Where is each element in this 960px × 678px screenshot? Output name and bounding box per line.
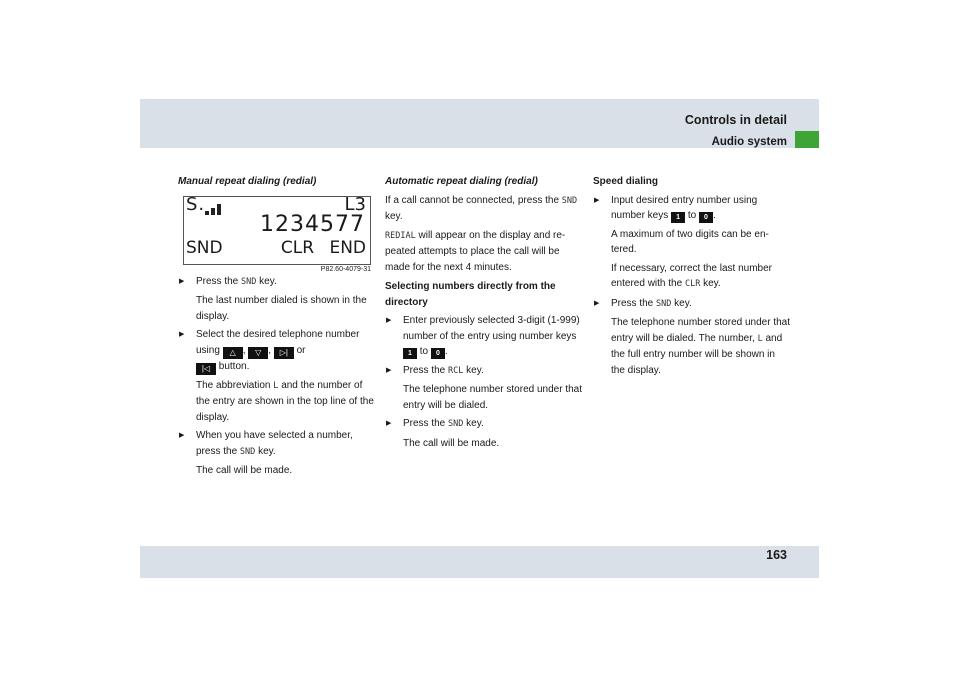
- paragraph: REDIAL will appear on the display and re-peated attempts to place the call will be made for the next 4 minutes.: [385, 229, 566, 273]
- down-arrow-button-icon: ▽: [248, 347, 268, 359]
- step-detail: The telephone number stored under that entry will be dialed. The number, L and the full entry number will be shown in the display.: [611, 317, 791, 376]
- step-detail: The last number dialed is shown in the display.: [196, 295, 367, 322]
- step-press-snd: ▶ Press the SND key.: [385, 416, 583, 433]
- step-detail: If necessary, correct the last number entered with the CLR key.: [611, 262, 772, 289]
- display-top-left: S.: [186, 193, 206, 215]
- display-bottom-left: SND: [186, 237, 223, 258]
- step-press-snd: ▶ Press the SND key.: [178, 274, 376, 291]
- display-bottom-right: CLR END: [280, 237, 366, 258]
- phone-display-figure: [183, 193, 371, 273]
- page-number: 163: [766, 548, 787, 562]
- step-detail: A maximum of two digits can be en-tered.: [611, 228, 769, 255]
- column-2: [385, 174, 583, 451]
- figure-ref: P82.60-4079-31: [320, 265, 371, 273]
- step-press-snd-2: ▶ When you have selected a number, press the SND key.: [178, 428, 376, 460]
- skip-back-button-icon: |◁: [196, 363, 216, 375]
- step-detail: The telephone number stored under that entry will be dialed.: [403, 384, 583, 411]
- heading-speed-dialing: Speed dialing: [593, 176, 659, 187]
- header-title: Controls in detail: [684, 113, 787, 127]
- section-marker: [795, 131, 819, 148]
- skip-forward-button-icon: ▷|: [274, 347, 294, 359]
- signal-strength-icon: [205, 201, 227, 215]
- step-detail: The abbreviation L and the number of the entry are shown in the top line of the display.: [196, 379, 374, 423]
- heading-manual-redial: Manual repeat dialing (redial): [178, 176, 317, 187]
- display-top-right: L3: [344, 193, 366, 215]
- display-number: 1234577: [260, 211, 365, 237]
- header-subband: [140, 131, 795, 148]
- step-press-snd: ▶ Press the SND key.: [593, 296, 791, 313]
- heading-auto-redial: Automatic repeat dialing (redial): [385, 176, 538, 187]
- column-1: [178, 174, 376, 479]
- header-subtitle: Audio system: [711, 136, 787, 148]
- step-detail: The call will be made.: [403, 437, 500, 449]
- paragraph: If a call cannot be connected, press the SND key.: [385, 194, 578, 222]
- step-select-number: ▶ Select the desired telephone number using △ , ▽ , ▷| or |◁ button.: [178, 327, 376, 375]
- step-press-rcl: ▶ Press the RCL key.: [385, 363, 583, 380]
- column-3: [593, 174, 791, 378]
- step-detail: The call will be made.: [196, 465, 293, 476]
- heading-directory: Selecting numbers directly from the directory: [385, 281, 556, 308]
- up-arrow-button-icon: △: [223, 347, 243, 359]
- step-enter-number: ▶ Enter previously selected 3-digit (1-999) number of the entry using number keys 1 to 0 .: [385, 313, 583, 360]
- footer-band: [140, 546, 819, 578]
- step-input-entry: ▶ Input desired entry number using number keys 1 to 0 .: [593, 193, 791, 224]
